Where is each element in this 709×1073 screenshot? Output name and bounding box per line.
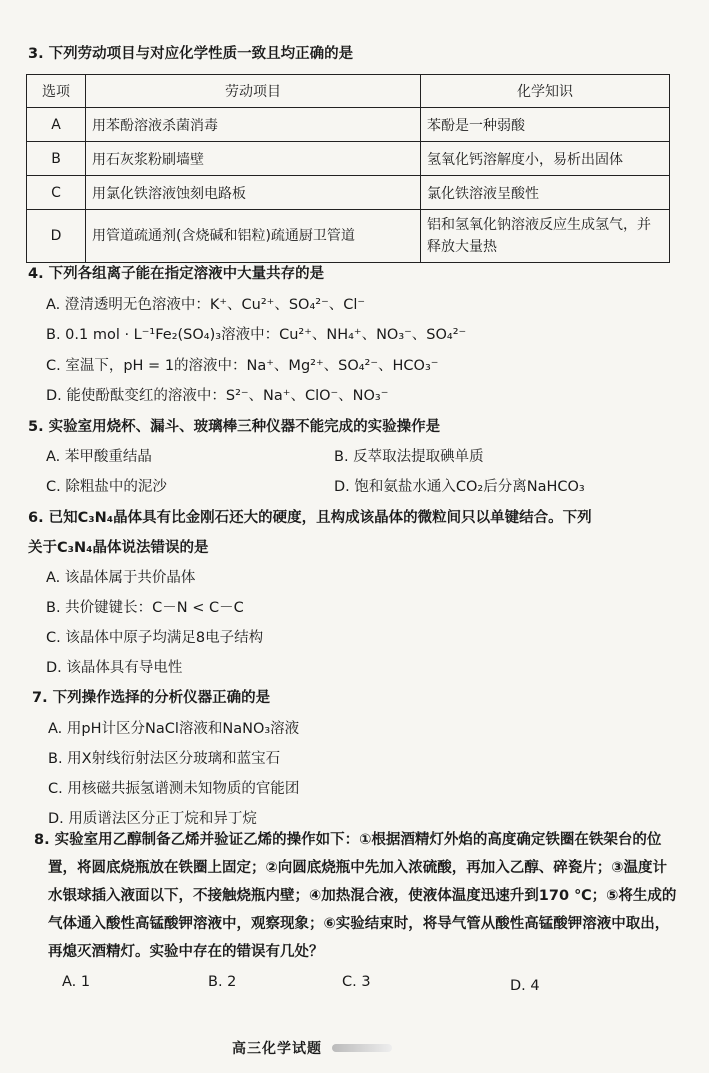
row-labor: 用管道疏通剂(含烧碱和铝粒)疏通厨卫管道 xyxy=(86,210,421,263)
row-option: D xyxy=(27,210,86,263)
row-option: A xyxy=(27,108,86,142)
row-labor: 用苯酚溶液杀菌消毒 xyxy=(86,108,421,142)
header-labor: 劳动项目 xyxy=(86,75,421,108)
q3-title: 3. 下列劳动项目与对应化学性质一致且均正确的是 xyxy=(28,46,354,62)
row-option: C xyxy=(27,176,86,210)
row-labor: 用氯化铁溶液蚀刻电路板 xyxy=(86,176,421,210)
q5-option-c: C. 除粗盐中的泥沙 xyxy=(46,479,167,495)
table-row xyxy=(27,176,670,210)
q5-option-b: B. 反萃取法提取碘单质 xyxy=(334,449,484,465)
q3-table-header xyxy=(27,75,670,108)
q6-option-c: C. 该晶体中原子均满足8电子结构 xyxy=(46,630,264,646)
q4-option-a: A. 澄清透明无色溶液中：K⁺、Cu²⁺、SO₄²⁻、Cl⁻ xyxy=(46,297,366,313)
q4-option-d: D. 能使酚酞变红的溶液中：S²⁻、Na⁺、ClO⁻、NO₃⁻ xyxy=(46,388,389,404)
q4-option-c: C. 室温下，pH = 1的溶液中：Na⁺、Mg²⁺、SO₄²⁻、HCO₃⁻ xyxy=(46,358,439,374)
q7-option-d: D. 用质谱法区分正丁烷和异丁烷 xyxy=(48,811,257,827)
q3-table xyxy=(26,74,670,263)
q7-title: 7. 下列操作选择的分析仪器正确的是 xyxy=(32,690,271,706)
q7-option-c: C. 用核磁共振氢谱测未知物质的官能团 xyxy=(48,781,300,797)
row-labor: 用石灰浆粉刷墙壁 xyxy=(86,142,421,176)
row-chem: 苯酚是一种弱酸 xyxy=(421,108,670,142)
q6-title-line2: 关于C₃N₄晶体说法错误的是 xyxy=(28,540,209,556)
q4-title: 4. 下列各组离子能在指定溶液中大量共存的是 xyxy=(28,266,325,282)
table-row xyxy=(27,108,670,142)
footer-smudge xyxy=(332,1044,392,1052)
row-chem: 氢氧化钙溶解度小，易析出固体 xyxy=(421,142,670,176)
row-chem: 铝和氢氧化钠溶液反应生成氢气，并释放大量热 xyxy=(421,210,670,263)
header-chem: 化学知识 xyxy=(421,75,670,108)
q6-title-line1: 6. 已知C₃N₄晶体具有比金刚石还大的硬度，且构成该晶体的微粒间只以单键结合。下列 xyxy=(28,510,592,526)
page-footer: 高三化学试题 xyxy=(232,1041,322,1057)
header-option: 选项 xyxy=(27,75,86,108)
q7-option-b: B. 用X射线衍射法区分玻璃和蓝宝石 xyxy=(48,751,281,767)
q4-option-b: B. 0.1 mol · L⁻¹Fe₂(SO₄)₃溶液中：Cu²⁺、NH₄⁺、NO₃⁻、SO₄²⁻ xyxy=(46,327,467,343)
row-option: B xyxy=(27,142,86,176)
table-row xyxy=(27,210,670,263)
q8-option-c: C. 3 xyxy=(342,974,371,990)
q6-option-a: A. 该晶体属于共价晶体 xyxy=(46,570,196,586)
q5-option-a: A. 苯甲酸重结晶 xyxy=(46,449,152,465)
q8-option-d: D. 4 xyxy=(510,978,540,994)
q8-option-b: B. 2 xyxy=(208,974,237,990)
table-row xyxy=(27,142,670,176)
q7-option-a: A. 用pH计区分NaCl溶液和NaNO₃溶液 xyxy=(48,721,300,737)
q5-option-d: D. 饱和氨盐水通入CO₂后分离NaHCO₃ xyxy=(334,479,585,495)
q5-title: 5. 实验室用烧杯、漏斗、玻璃棒三种仪器不能完成的实验操作是 xyxy=(28,419,441,435)
q6-option-b: B. 共价键键长：C－N < C－C xyxy=(46,600,244,616)
q8-text: 8. 实验室用乙醇制备乙烯并验证乙烯的操作如下：①根据酒精灯外焰的高度确定铁圈在铁架台的位置，将圆底烧瓶放在铁圈上固定；②向圆底烧瓶中先加入浓硫酸，再加入乙醇、碎瓷片；③温度计水银球插入液面以下，不接触烧瓶内壁；④加热混合液，使液体温度迅速升到170 ℃；⑤将生成的气体通入酸性高锰酸钾溶液中，观察现象；⑥实验结束时，将导气管从酸性高锰酸钾溶液中取出，再熄灭酒精灯。实验中存在的错误有几处？ xyxy=(34,832,677,960)
q6-option-d: D. 该晶体具有导电性 xyxy=(46,660,183,676)
row-chem: 氯化铁溶液呈酸性 xyxy=(421,176,670,210)
q8-option-a: A. 1 xyxy=(62,974,91,990)
